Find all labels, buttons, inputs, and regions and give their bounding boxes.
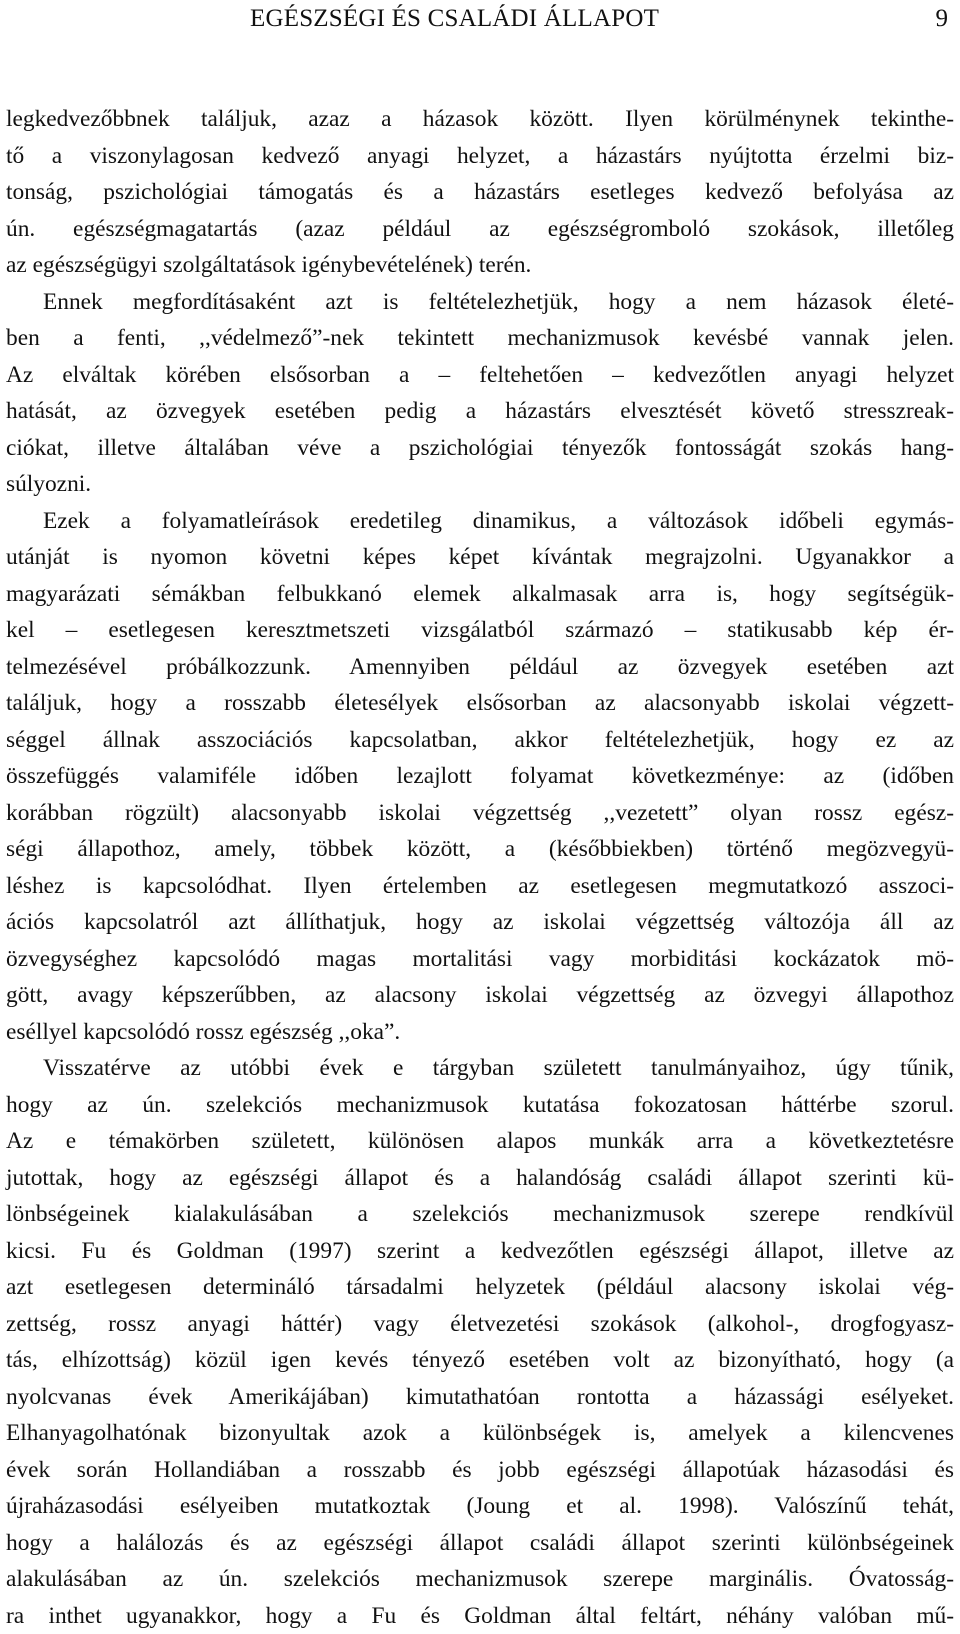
text-line: tás, elhízottság) közül igen kevés tényező esetében volt az bizonyítható, hogy (a xyxy=(6,1342,954,1379)
page-header xyxy=(0,0,960,40)
text-line: kel – esetlegesen keresztmetszeti vizsgálatból származó – statikusabb kép ér- xyxy=(6,612,954,649)
text-line: hatását, az özvegyek esetében pedig a házastárs elvesztését követő stresszreak- xyxy=(6,393,954,430)
text-line: hogy a halálozás és az egészségi állapot családi állapot szerinti különbségeinek xyxy=(6,1525,954,1562)
text-line: utánját is nyomon követni képes képet kívántak megrajzolni. Ugyanakkor a xyxy=(6,539,954,576)
text-line: telmezésével próbálkozzunk. Amennyiben például az özvegyek esetében azt xyxy=(6,649,954,686)
text-line: Ennek megfordításaként azt is feltételezhetjük, hogy a nem házasok életé- xyxy=(6,284,954,321)
text-line: legkedvezőbbnek találjuk, azaz a házasok között. Ilyen körülménynek tekinthe- xyxy=(6,101,954,138)
text-line: léshez is kapcsolódhat. Ilyen értelemben az esetlegesen megmutatkozó asszoci- xyxy=(6,868,954,905)
text-line: Az e témakörben született, különösen alapos munkák arra a következtetésre xyxy=(6,1123,954,1160)
text-line: azt esetlegesen determináló társadalmi helyzetek (például alacsony iskolai vég- xyxy=(6,1269,954,1306)
text-line: ra inthet ugyanakkor, hogy a Fu és Goldman által feltárt, néhány valóban mű- xyxy=(6,1598,954,1634)
text-line: összefüggés valamiféle időben lezajlott folyamat következménye: az (időben xyxy=(6,758,954,795)
text-line: korábban rögzült) alacsonyabb iskolai végzettség ,,vezetett” olyan rossz egész- xyxy=(6,795,954,832)
text-line: tő a viszonylagosan kedvező anyagi helyzet, a házastárs nyújtotta érzelmi biz- xyxy=(6,138,954,175)
page-number: 9 xyxy=(936,4,949,34)
text-line: ségi állapothoz, amely, többek között, a (későbbiekben) történő megözvegyü- xyxy=(6,831,954,868)
text-line: alakulásában az ún. szelekciós mechanizmusok szerepe marginális. Óvatosság- xyxy=(6,1561,954,1598)
text-line: ációs kapcsolatról azt állíthatjuk, hogy az iskolai végzettség változója áll az xyxy=(6,904,954,941)
text-line: ciókat, illetve általában véve a pszichológiai tényezők fontosságát szokás hang- xyxy=(6,430,954,467)
text-line: séggel állnak asszociációs kapcsolatban, akkor feltételezhetjük, hogy ez az xyxy=(6,722,954,759)
text-line: évek során Hollandiában a rosszabb és jobb egészségi állapotúak házasodási és xyxy=(6,1452,954,1489)
text-line: kicsi. Fu és Goldman (1997) szerint a kedvezőtlen egészségi állapot, illetve az xyxy=(6,1233,954,1270)
text-line: súlyozni. xyxy=(6,466,954,503)
text-line: özvegységhez kapcsolódó magas mortalitási vagy morbiditási kockázatok mö- xyxy=(6,941,954,978)
text-line: Az elváltak körében elsősorban a – feltehetően – kedvezőtlen anyagi helyzet xyxy=(6,357,954,394)
text-line: ben a fenti, ,,védelmező”-nek tekintett mechanizmusok kevésbé vannak jelen. xyxy=(6,320,954,357)
text-line: találjuk, hogy a rosszabb életesélyek elsősorban az alacsonyabb iskolai végzett- xyxy=(6,685,954,722)
text-line: zettség, rossz anyagi háttér) vagy életvezetési szokások (alkohol-, drogfogyasz- xyxy=(6,1306,954,1343)
text-line: újraházasodási esélyeiben mutatkoztak (Joung et al. 1998). Valószínű tehát, xyxy=(6,1488,954,1525)
text-line: Elhanyagolhatónak bizonyultak azok a különbségek is, amelyek a kilencvenes xyxy=(6,1415,954,1452)
text-line: Visszatérve az utóbbi évek e tárgyban született tanulmányaihoz, úgy tűnik, xyxy=(6,1050,954,1087)
text-line: az egészségügyi szolgáltatások igénybevételének) terén. xyxy=(6,247,954,284)
body-text xyxy=(6,101,954,1634)
running-header-title: EGÉSZSÉGI ÉS CSALÁDI ÁLLAPOT xyxy=(250,4,659,34)
text-line: gött, avagy képszerűbben, az alacsony iskolai végzettség az özvegyi állapothoz xyxy=(6,977,954,1014)
text-line: eséllyel kapcsolódó rossz egészség ,,oka”. xyxy=(6,1014,954,1051)
text-line: magyarázati sémákban felbukkanó elemek alkalmasak arra is, hogy segítségük- xyxy=(6,576,954,613)
text-line: lönbségeinek kialakulásában a szelekciós mechanizmusok szerepe rendkívül xyxy=(6,1196,954,1233)
text-line: nyolcvanas évek Amerikájában) kimutathatóan rontotta a házassági esélyeket. xyxy=(6,1379,954,1416)
text-line: Ezek a folyamatleírások eredetileg dinamikus, a változások időbeli egymás- xyxy=(6,503,954,540)
text-line: tonság, pszichológiai támogatás és a házastárs esetleges kedvező befolyása az xyxy=(6,174,954,211)
text-line: ún. egészségmagatartás (azaz például az egészségromboló szokások, illetőleg xyxy=(6,211,954,248)
text-line: hogy az ún. szelekciós mechanizmusok kutatása fokozatosan háttérbe szorul. xyxy=(6,1087,954,1124)
text-line: jutottak, hogy az egészségi állapot és a halandóság családi állapot szerinti kü- xyxy=(6,1160,954,1197)
